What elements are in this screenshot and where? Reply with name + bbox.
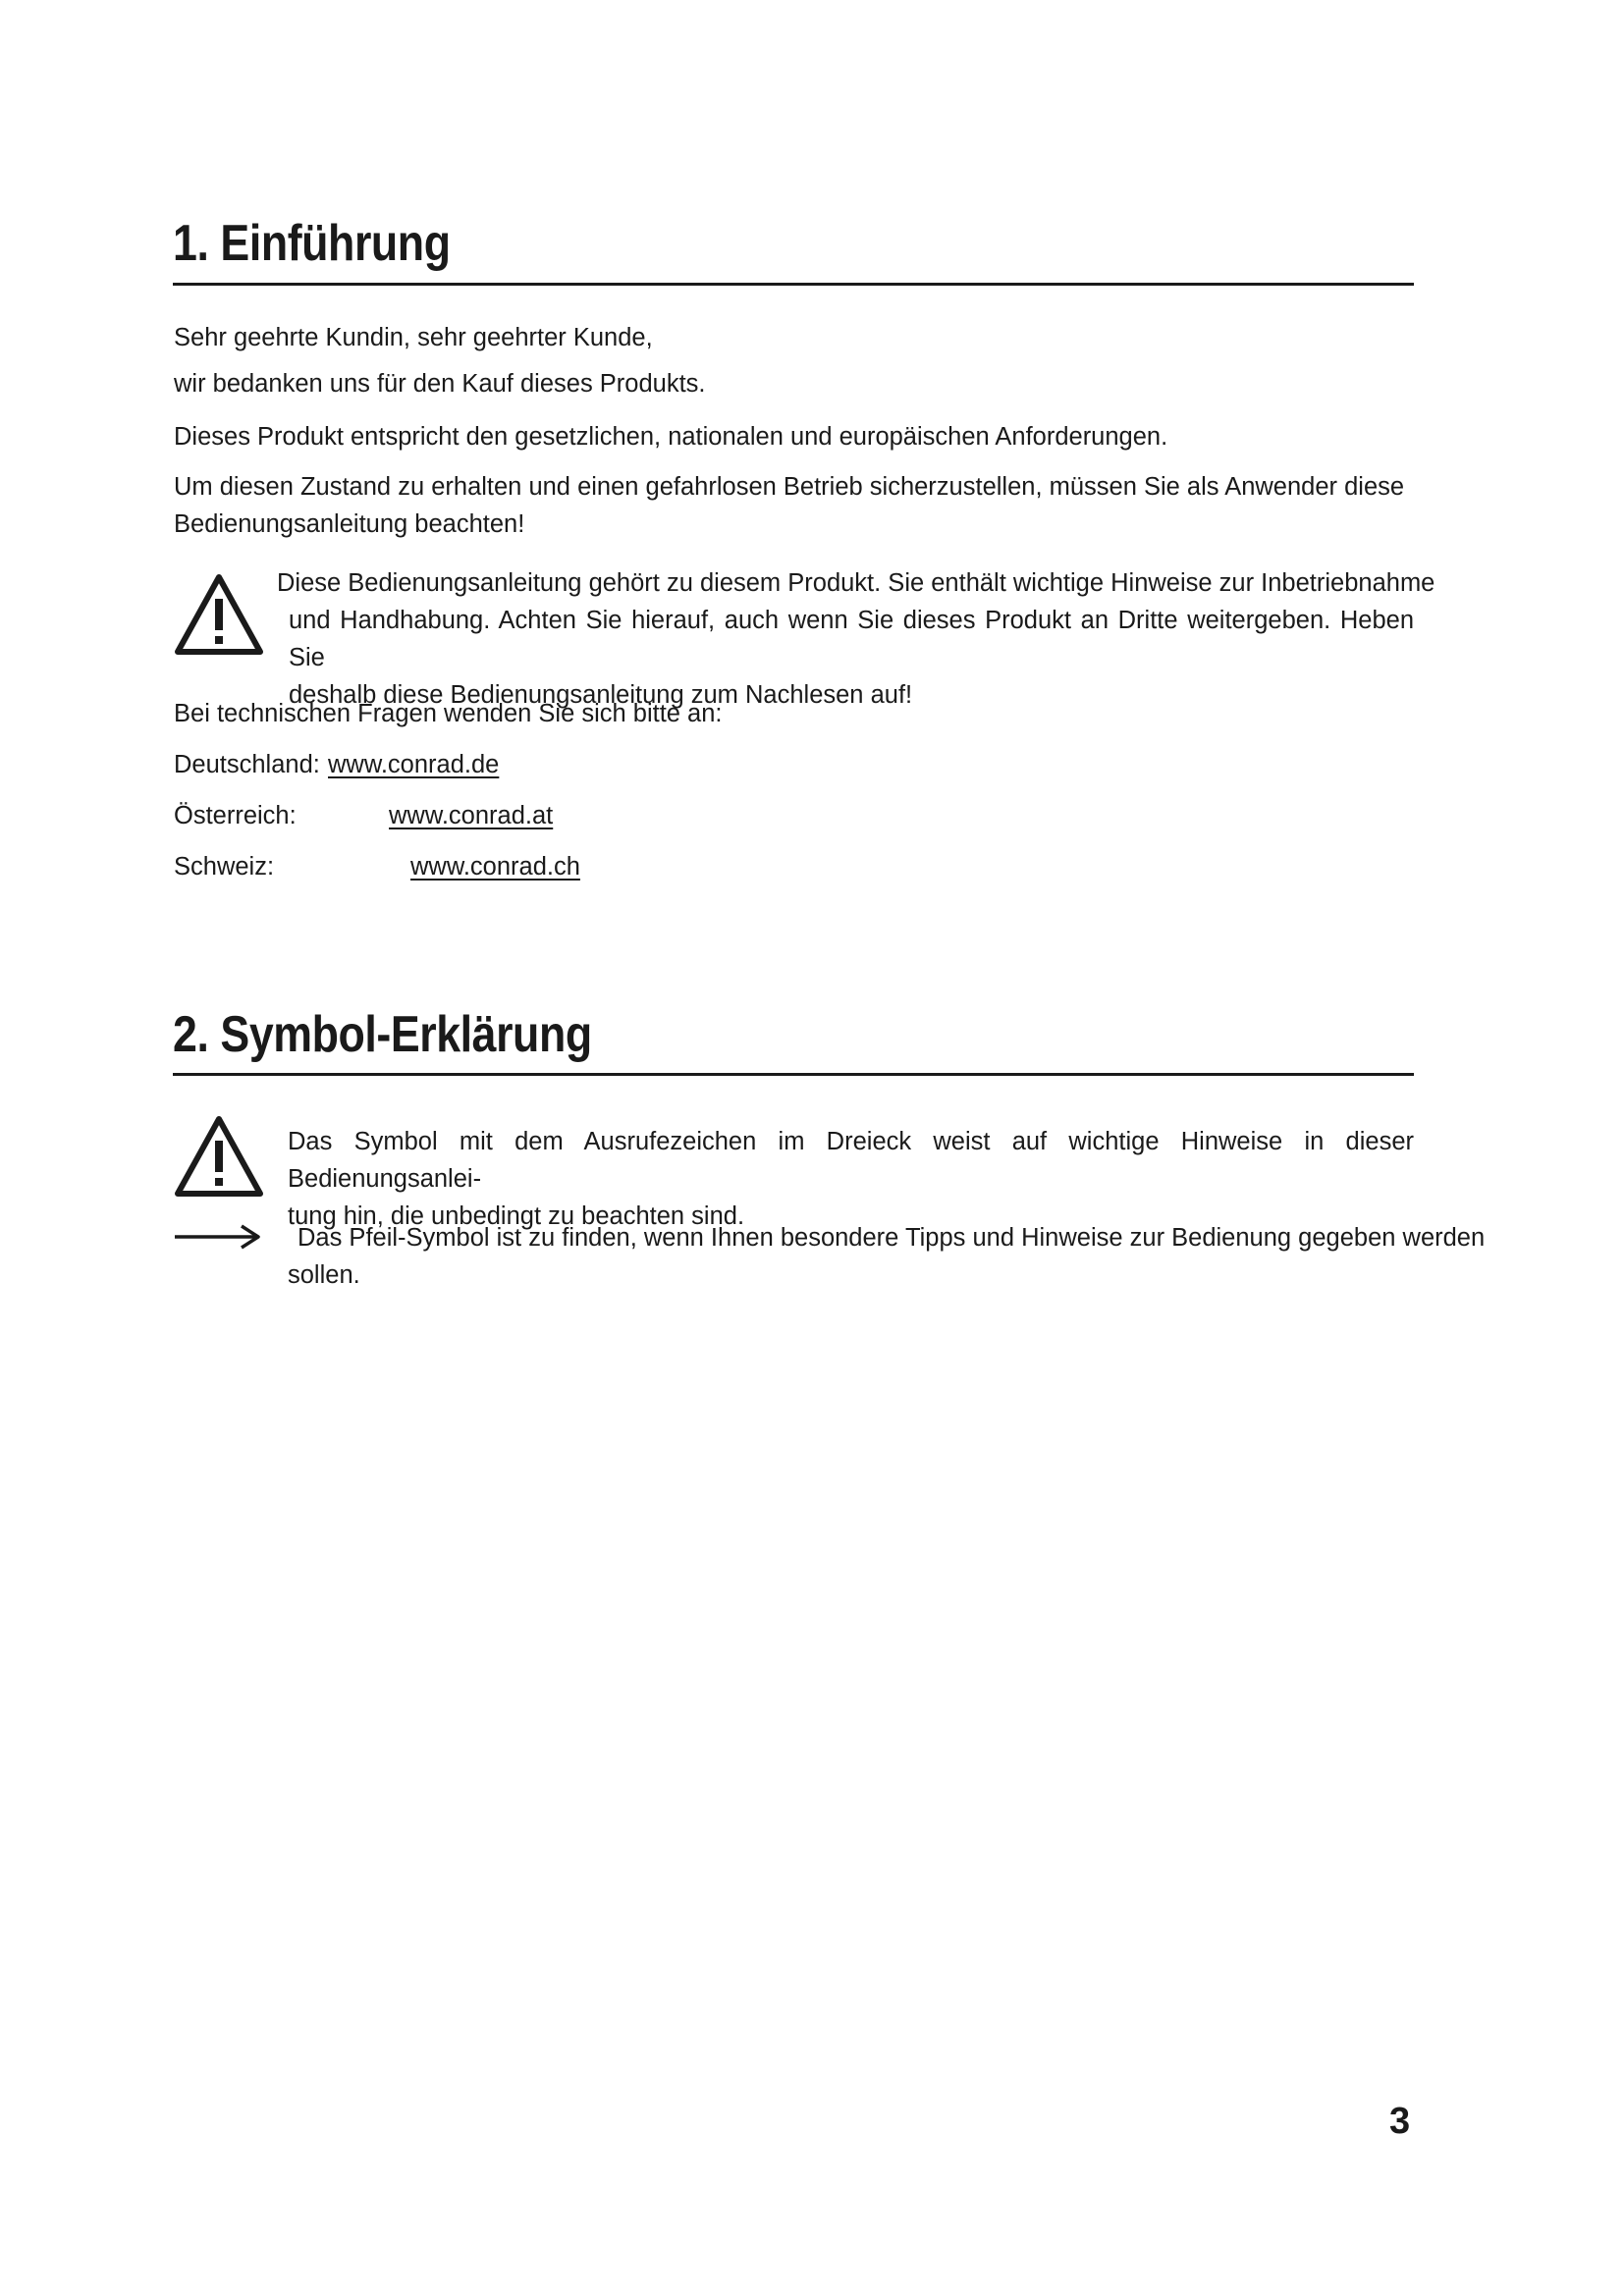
support-intro: Bei technischen Fragen wenden Sie sich bitte an: <box>174 700 723 727</box>
contact-country-de: Deutschland: <box>174 751 320 778</box>
contact-link-de[interactable]: www.conrad.de <box>328 751 500 778</box>
arrow-symbol-explanation <box>288 1219 1486 1294</box>
warning-symbol-line-1: Das Symbol mit dem Ausrufezeichen im Dreieck weist auf wichtige Hinweise in dieser Bedienungsanlei- <box>288 1128 1414 1193</box>
warning-symbol-line-2: tung hin, die unbedingt zu beachten sind. <box>288 1202 745 1230</box>
arrow-right-icon <box>173 1223 263 1251</box>
warning-symbol-explanation <box>288 1123 1414 1235</box>
warning-notice <box>277 564 1435 714</box>
contact-link-ch[interactable]: www.conrad.ch <box>410 853 580 881</box>
warning-triangle-icon <box>173 571 265 658</box>
contact-country-ch: Schweiz: <box>174 853 275 881</box>
page-number: 3 <box>1389 2101 1411 2142</box>
warning-triangle-symbol-icon <box>173 1113 265 1200</box>
arrow-symbol-line-2: sollen. <box>288 1261 360 1289</box>
safety-paragraph <box>174 468 1414 543</box>
section-2-title: 2. Symbol-Erklärung <box>173 1006 592 1063</box>
warning-line-1: Diese Bedienungsanleitung gehört zu diesem Produkt. Sie enthält wichtige Hinweise zur Inbetriebnahme <box>277 569 1435 597</box>
contact-country-at: Österreich: <box>174 802 297 829</box>
safety-line-2: Bedienungsanleitung beachten! <box>174 510 525 538</box>
section-1-rule <box>173 283 1414 286</box>
salutation: Sehr geehrte Kundin, sehr geehrter Kunde, <box>174 324 653 351</box>
contact-link-at[interactable]: www.conrad.at <box>389 802 554 829</box>
section-1-title: 1. Einführung <box>173 215 451 272</box>
warning-line-2: und Handhabung. Achten Sie hierauf, auch wenn Sie dieses Produkt an Dritte weitergeben. Heben Sie <box>289 607 1414 671</box>
conformity-text: Dieses Produkt entspricht den gesetzlichen, nationalen und europäischen Anforderungen. <box>174 423 1168 451</box>
arrow-symbol-line-1: Das Pfeil-Symbol ist zu finden, wenn Ihnen besondere Tipps und Hinweise zur Bedienung gegeben werden <box>298 1224 1486 1252</box>
warning-line-3: deshalb diese Bedienungsanleitung zum Nachlesen auf! <box>289 681 913 709</box>
section-2-rule <box>173 1073 1414 1076</box>
safety-line-1: Um diesen Zustand zu erhalten und einen gefahrlosen Betrieb sicherzustellen, müssen Sie als Anwender diese <box>174 473 1405 501</box>
thanks-text: wir bedanken uns für den Kauf dieses Produkts. <box>174 370 706 398</box>
